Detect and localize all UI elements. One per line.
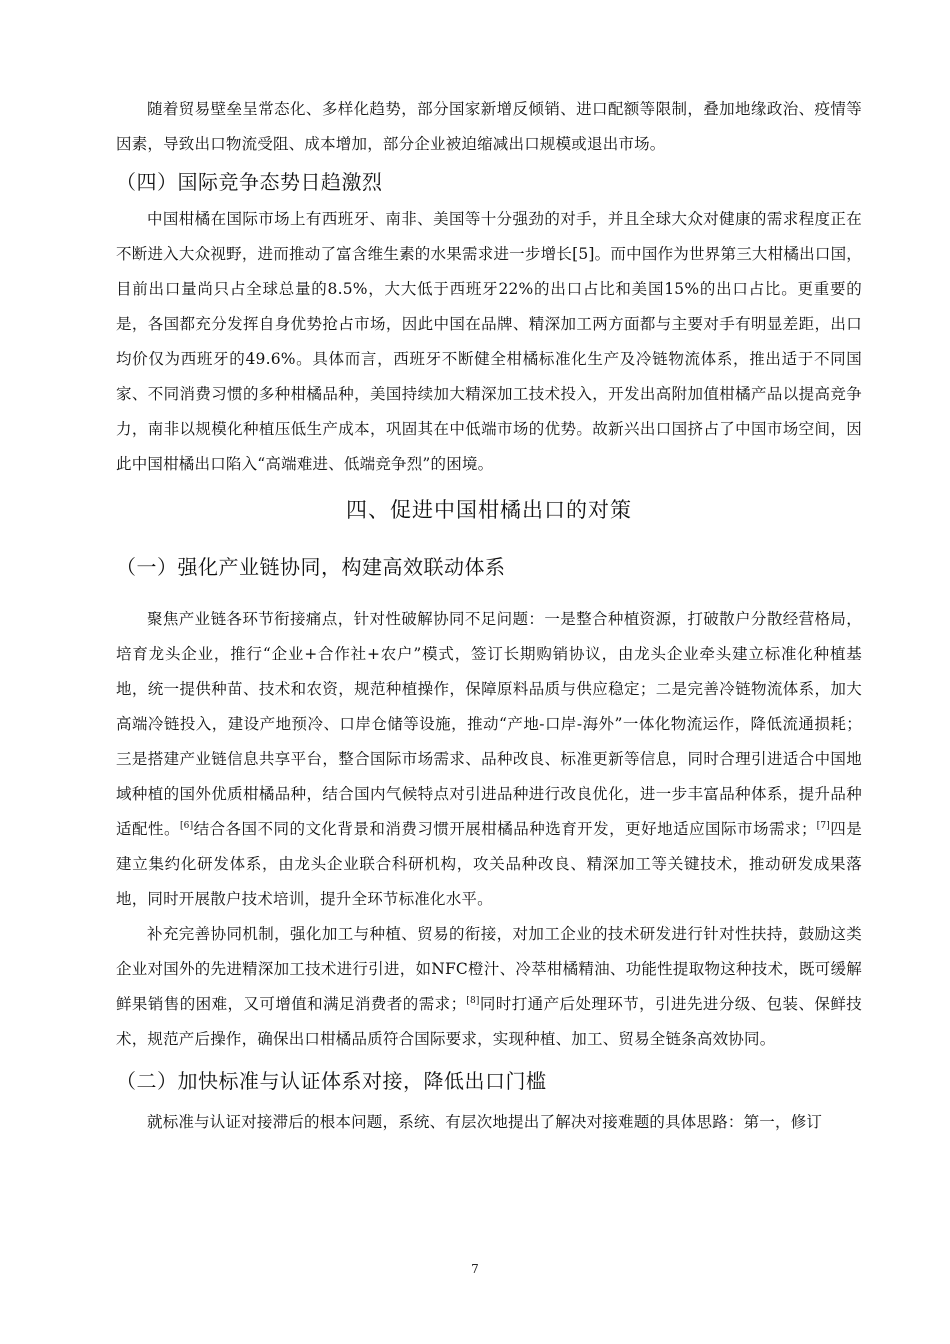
- section-heading-standards-certification: （二）加快标准与认证体系对接，降低出口门槛: [116, 1069, 547, 1093]
- citation-superscript[interactable]: [8]: [466, 996, 480, 1006]
- paragraph-trade-barriers: 随着贸易壁垒呈常态化、多样化趋势，部分国家新增反倾销、进口配额等限制，叠加地缘政治、疫情等因素，导致出口物流受阻、成本增加，部分企业被迫缩减出口规模或退出市场。: [116, 100, 862, 153]
- paragraph-text: 同时打通产后处理环节，引进先进分级、包装、保鲜技术，规范产后操作，确保出口柑橘品质符合国际要求，实现种植、加工、贸易全链条高效协同。: [116, 995, 862, 1048]
- paragraph-text: 补充完善协同机制，强化加工与种植、贸易的衔接，对加工企业的技术研发进行针对性扶持，鼓励这类企业对国外的先进精深加工技术进行引进，如NFC橙汁、冷萃柑橘精油、功能性提取物这种技术，既可缓解鲜果销售的困难，又可增值和满足消费者的需求；: [116, 925, 862, 1013]
- paragraph-industry-chain: [116, 602, 862, 917]
- citation-superscript[interactable]: [6]: [179, 821, 194, 831]
- paragraph-standards-certification: 就标准与认证对接滞后的根本问题，系统、有层次地提出了解决对接难题的具体思路：第一，修订: [147, 1113, 823, 1131]
- section-heading-international-competition: （四）国际竞争态势日趋激烈: [116, 170, 383, 194]
- section-heading-industry-chain: （一）强化产业链协同，构建高效联动体系: [116, 555, 506, 579]
- document-body: [116, 92, 862, 1140]
- citation-superscript[interactable]: [7]: [816, 821, 831, 831]
- paragraph-coordination-mechanism: [116, 917, 862, 1057]
- chapter-heading-countermeasures: 四、促进中国柑橘出口的对策: [346, 498, 632, 522]
- paragraph-text: 结合各国不同的文化背景和消费习惯开展柑橘品种选育开发，更好地适应国际市场需求；: [193, 820, 817, 838]
- paragraph-international-competition: 中国柑橘在国际市场上有西班牙、南非、美国等十分强劲的对手，并且全球大众对健康的需求程度正在不断进入大众视野，进而推动了富含维生素的水果需求进一步增长[5]。而中国作为世界第三大柑橘出口国，目前出口量尚只占全球总量的8.5%，大大低于西班牙22%的出口占比和美国15%的出口占比。更重要的是，各国都充分发挥自身优势抢占市场，因此中国在品牌、精深加工两方面都与主要对手有明显差距，出口均价仅为西班牙的49.6%。具体而言，西班牙不断健全柑橘标准化生产及冷链物流体系，推出适于不同国家、不同消费习惯的多种柑橘品种，美国持续加大精深加工技术投入，开发出高附加值柑橘产品以提高竞争力，南非以规模化种植压低生产成本，巩固其在中低端市场的优势。故新兴出口国挤占了中国市场空间，因此中国柑橘出口陷入“高端难进、低端竞争烈”的困境。: [116, 210, 862, 473]
- page-number: 7: [471, 1262, 479, 1276]
- paragraph-text: 四是建立集约化研发体系，由龙头企业联合科研机构，攻关品种改良、精深加工等关键技术，推动研发成果落地，同时开展散户技术培训，提升全环节标准化水平。: [116, 820, 862, 908]
- paragraph-text: 聚焦产业链各环节衔接痛点，针对性破解协同不足问题：一是整合种植资源，打破散户分散经营格局，培育龙头企业，推行“企业+合作社+农户”模式，签订长期购销协议，由龙头企业牵头建立标准化种植基地，统一提供种苗、技术和农资，规范种植操作，保障原料品质与供应稳定；二是完善冷链物流体系，加大高端冷链投入，建设产地预冷、口岸仓储等设施，推动“产地-口岸-海外”一体化物流运作，降低流通损耗；三是搭建产业链信息共享平台，整合国际市场需求、品种改良、标准更新等信息，同时合理引进适合中国地域种植的国外优质柑橘品种，结合国内气候特点对引进品种进行改良优化，进一步丰富品种体系，提升品种适配性。: [116, 610, 862, 838]
